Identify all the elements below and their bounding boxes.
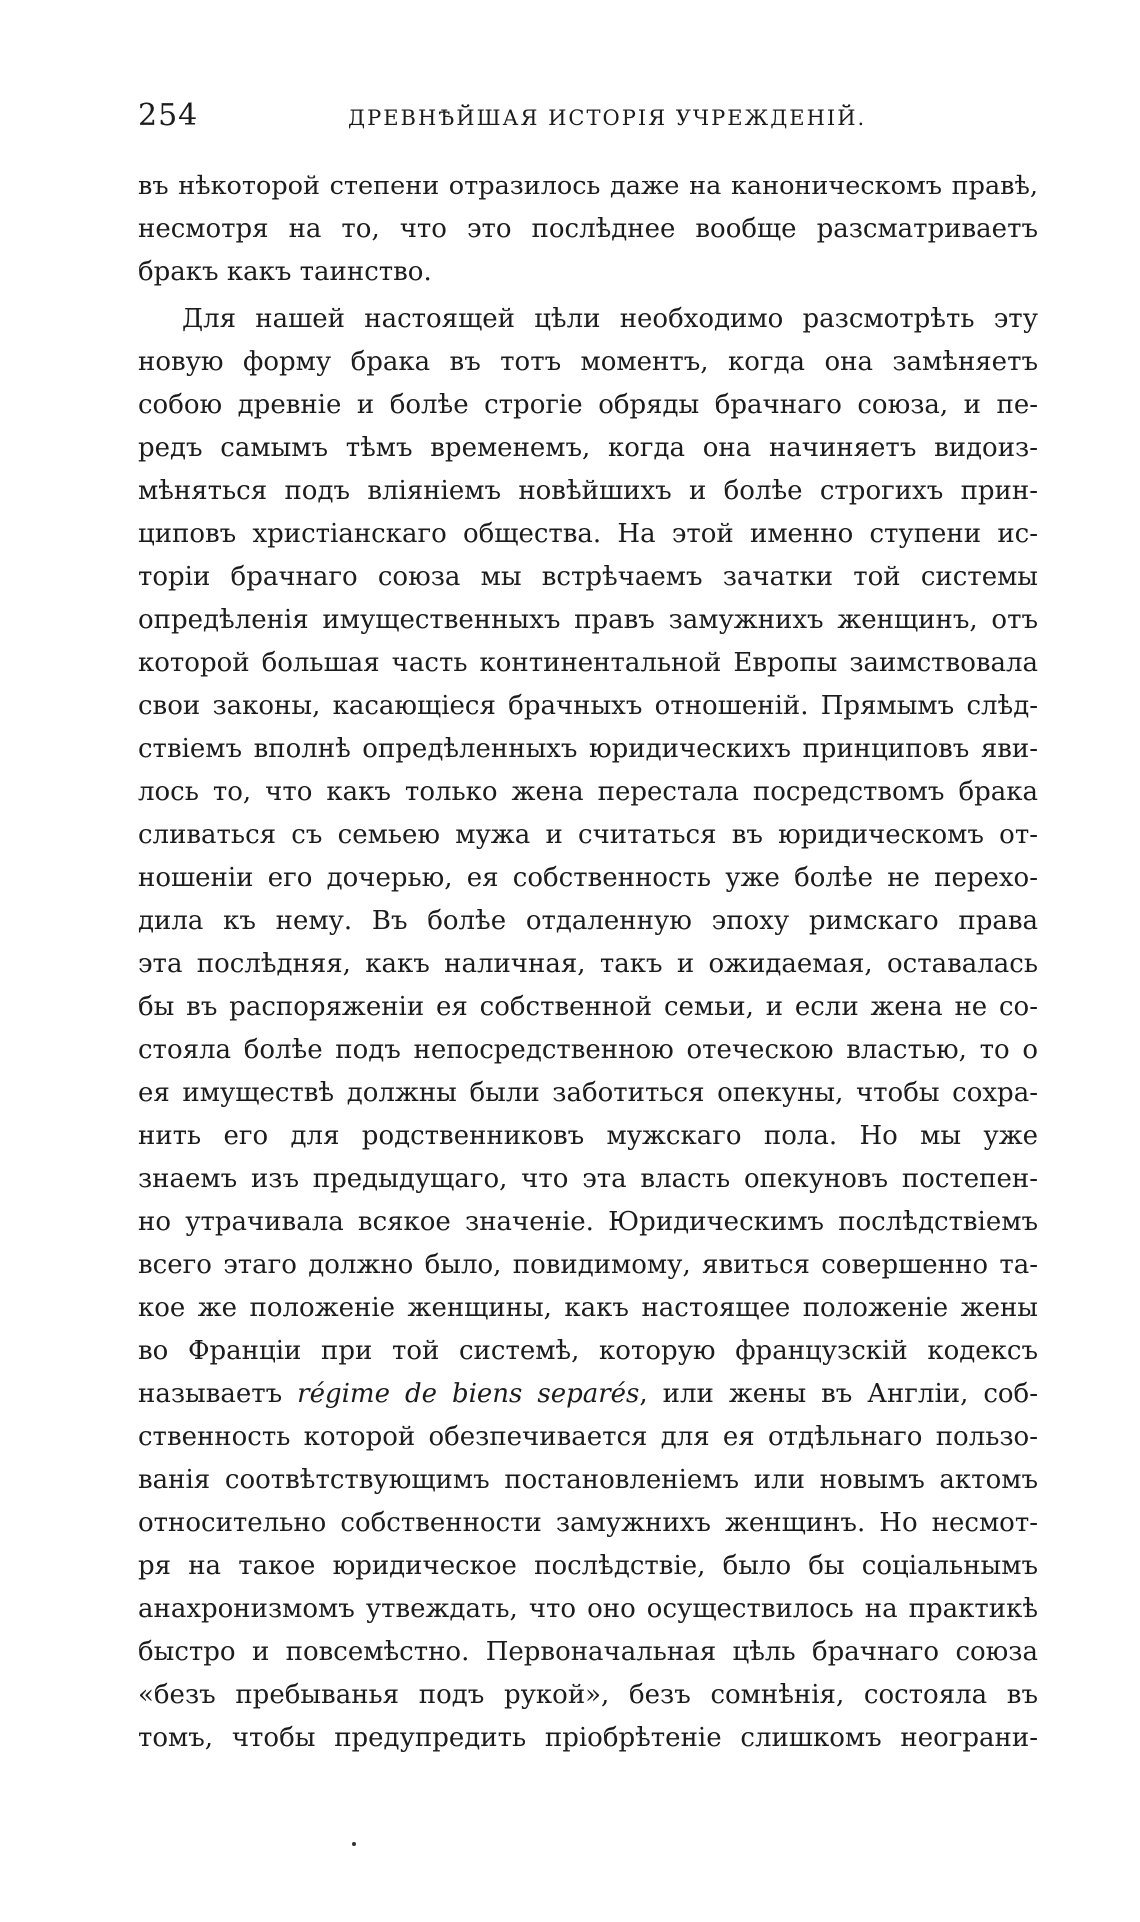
text-line: кое же положеніе женщины, какъ настоящее положеніе жены (138, 1293, 1038, 1323)
text-line: томъ, чтобы предупредить пріобрѣтеніе слишкомъ неограни- (138, 1723, 1038, 1753)
text-line: лось то, что какъ только жена перестала посредствомъ брака (138, 777, 1038, 807)
text-line: нить его для родственниковъ мужскаго пола. Но мы уже (138, 1121, 1038, 1151)
paragraph-2 (138, 298, 1038, 1760)
text-line: новую форму брака въ тотъ моментъ, когда она замѣняетъ (138, 347, 1038, 377)
text-line: анахронизмомъ утвеждать, что оно осуществилось на практикѣ (138, 1594, 1038, 1624)
text-line: ря на такое юридическое послѣдствіе, было бы соціальнымъ (138, 1551, 1038, 1581)
text-line: ственность которой обезпечивается для ея отдѣльнаго пользо- (138, 1422, 1038, 1452)
text-line: бракъ какъ таинство. (138, 257, 432, 287)
text-line: собою древніе и болѣе строгіе обряды брачнаго союза, и пе- (138, 390, 1038, 420)
body-text (138, 165, 1038, 1760)
page-number: 254 (138, 98, 199, 133)
text-line: свои законы, касающіеся брачныхъ отношеній. Прямымъ слѣд- (138, 691, 1038, 721)
text-line: мѣняться подъ вліяніемъ новѣйшихъ и болѣе строгихъ прин- (138, 476, 1038, 506)
text-line: опредѣленія имущественныхъ правъ замужнихъ женщинъ, отъ (138, 605, 1038, 635)
text-line: быстро и повсемѣстно. Первоначальная цѣль брачнаго союза (138, 1637, 1038, 1667)
text-line: ванія соотвѣтствующимъ постановленіемъ или новымъ актомъ (138, 1465, 1038, 1495)
text-line: называетъ régime de biens separés, или жены въ Англіи, соб- (138, 1379, 1038, 1409)
text-line: во Франціи при той системѣ, которую французскій кодексъ (138, 1336, 1038, 1366)
text-line: эта послѣдняя, какъ наличная, такъ и ожидаемая, оставалась (138, 949, 1038, 979)
text-line: но утрачивала всякое значеніе. Юридическимъ послѣдствіемъ (138, 1207, 1038, 1237)
paragraph-1 (138, 165, 1038, 294)
text-line: Для нашей настоящей цѣли необходимо разсмотрѣть эту (182, 304, 1038, 334)
text-line: знаемъ изъ предыдущаго, что эта власть опекуновъ постепен- (138, 1164, 1038, 1194)
text-line: всего этаго должно было, повидимому, явиться совершенно та- (138, 1250, 1038, 1280)
text-line: циповъ христіанскаго общества. На этой именно ступени ис- (138, 519, 1038, 549)
text-line: торіи брачнаго союза мы встрѣчаемъ зачатки той системы (138, 562, 1038, 592)
text-line: ношеніи его дочерью, ея собственность уже болѣе не перехо- (138, 863, 1038, 893)
text-line: относительно собственности замужнихъ женщинъ. Но несмот- (138, 1508, 1038, 1538)
text-line: ствіемъ вполнѣ опредѣленныхъ юридическихъ принциповъ яви- (138, 734, 1038, 764)
running-head: ДРЕВНѢЙШАЯ ИСТОРІЯ УЧРЕЖДЕНІЙ. (348, 106, 867, 130)
page-header (138, 98, 1030, 138)
text-line: сливаться съ семьею мужа и считаться въ юридическомъ от- (138, 820, 1038, 850)
text-line: дила къ нему. Въ болѣе отдаленную эпоху римскаго права (138, 906, 1038, 936)
text-line: несмотря на то, что это послѣднее вообще разсматриваетъ (138, 214, 1038, 244)
text-line: которой большая часть континентальной Европы заимствовала (138, 648, 1038, 678)
text-line: «безъ пребыванья подъ рукой», безъ сомнѣнія, состояла въ (138, 1680, 1038, 1710)
text-line: ея имуществѣ должны были заботиться опекуны, чтобы сохра- (138, 1078, 1038, 1108)
text-line: бы въ распоряженіи ея собственной семьи, и если жена не со- (138, 992, 1038, 1022)
print-speck (352, 1842, 356, 1846)
text-line: стояла болѣе подъ непосредственною отеческою властью, то о (138, 1035, 1038, 1065)
text-line: въ нѣкоторой степени отразилось даже на каноническомъ правѣ, (138, 171, 1038, 201)
text-line: редъ самымъ тѣмъ временемъ, когда она начиняетъ видоиз- (138, 433, 1038, 463)
italic-phrase: régime de biens separés (297, 1379, 640, 1409)
